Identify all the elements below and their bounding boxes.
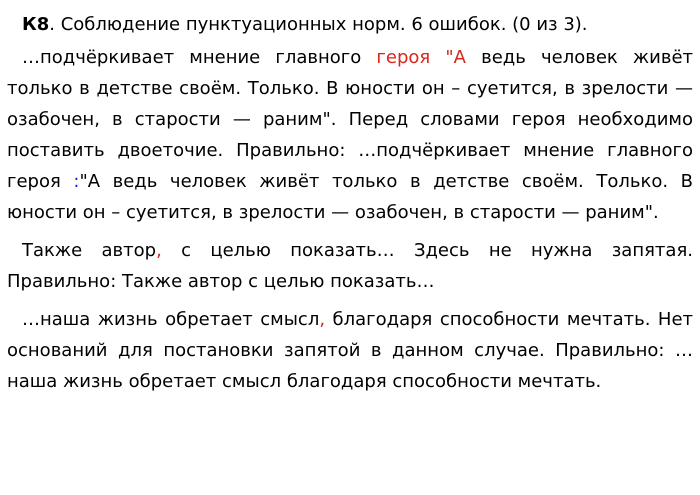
error-item-2 — [7, 235, 693, 297]
error-item-3-after: благодаря способности мечтать. Нет оснований для постановки запятой в данном случае. Правильно: …наша жизнь обретает смысл благодаря способности мечтать. — [7, 309, 694, 392]
error-item-1-after-correction: "А ведь человек живёт только в детстве своём. Только. В юности он – суетится, в зрелости — озабочен, в старости — раним". — [7, 171, 693, 223]
error-item-2-after: с целью показать… Здесь не нужна запятая. Правильно: Также автор с целью показать… — [7, 240, 693, 292]
error-item-1 — [7, 42, 693, 228]
error-item-2-before: Также автор — [22, 240, 157, 261]
error-item-1-error-highlight: героя "А — [376, 47, 466, 68]
error-item-3-error-highlight: , — [319, 309, 326, 330]
error-item-1-before: …подчёркивает мнение главного — [22, 47, 377, 68]
error-item-2-error-highlight: , — [156, 240, 162, 261]
error-item-1-correction-highlight: : — [73, 171, 80, 192]
task-heading-text: . Соблюдение пунктуационных норм. 6 ошибок. (0 из 3). — [49, 14, 588, 35]
error-item-1-after: ведь человек живёт только в детстве своём. Только. В юности он – суетится, в зрелости — озабочен, в старости — раним". Перед словами героя необходимо поставить двоеточие. Правильно: …подчёркивает мнение главного героя — [7, 47, 694, 192]
error-item-3 — [7, 304, 693, 397]
error-item-3-before: …наша жизнь обретает смысл — [22, 309, 320, 330]
task-heading — [7, 9, 693, 40]
task-code: К8 — [22, 14, 50, 35]
